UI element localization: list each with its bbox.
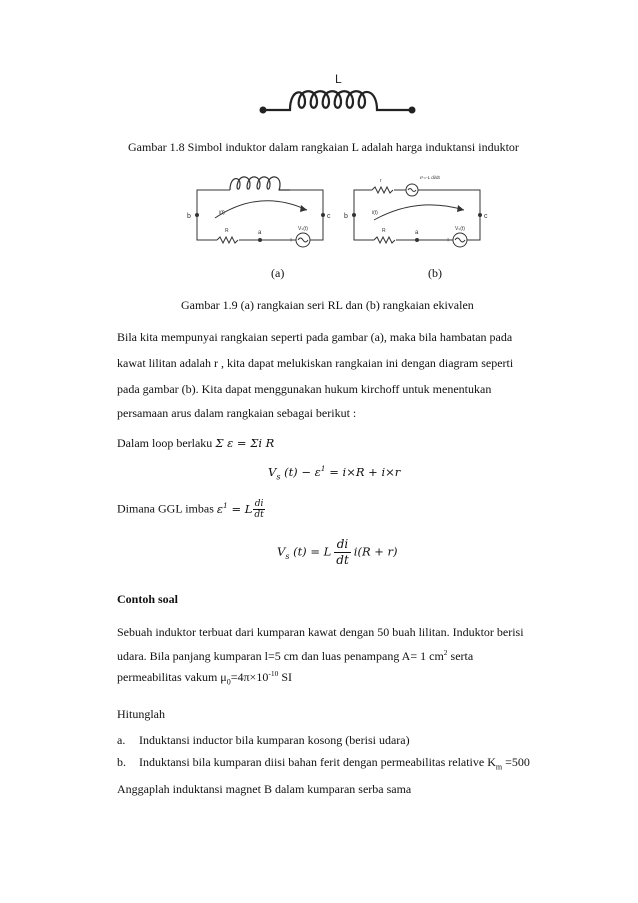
circuit-b-node-c: c <box>484 213 488 220</box>
circuit-a-node-c: c <box>327 213 331 220</box>
circuit-b-resistor-r: r <box>380 178 382 184</box>
circuit-b-node-b: b <box>344 213 348 220</box>
paragraph-line: pada gambar (b). Kita dapat menggunakan hukum kirchoff untuk menentukan <box>117 382 492 396</box>
circuit-b-plus: + <box>446 237 451 244</box>
paragraph-line: persamaan arus dalam rangkaian sebagai berikut : <box>117 406 357 420</box>
figure-1-9-label-b: (b) <box>428 266 442 280</box>
circuit-b-current: i(t) <box>372 210 378 216</box>
ggl-equation: $\varepsilon^1 = L$ $\frac{di}{dt}$ <box>216 499 264 520</box>
example-line: permeabilitas vakum $\mu_0=4\pi\times 10^{-10}$ SI <box>117 669 292 687</box>
circuit-a-plus: + <box>289 237 294 244</box>
inductor-symbol-figure <box>255 70 425 120</box>
circuit-a-minus: - <box>313 237 316 244</box>
circuit-b-source: Vₛ(t) <box>455 226 465 232</box>
circuit-b-resistor-R: R <box>382 228 386 234</box>
closing-line: Anggaplah induktansi magnet B dalam kumparan serba sama <box>117 782 412 796</box>
example-line: udara. Bila panjang kumparan l=5 cm dan luas penampang A= 1 $cm^2$ serta <box>117 648 474 663</box>
list-item: a. Induktansi inductor bila kumparan kosong (berisi udara) <box>117 733 410 747</box>
loop-equation: Σ ε = Σi R <box>215 436 275 450</box>
hitunglah: Hitunglah <box>117 707 165 721</box>
figure-1-9-caption: Gambar 1.9 (a) rangkaian seri RL dan (b) rangkaian ekivalen <box>181 298 474 312</box>
circuit-a-source: Vₛ(t) <box>298 226 308 232</box>
loop-statement <box>117 436 274 450</box>
circuit-b-minus: - <box>470 237 473 244</box>
equation-1: $V_s$ $(t) - \varepsilon^1 = i\times R + i\times r$ <box>268 464 401 482</box>
inductor-label: L <box>335 72 342 86</box>
equation-2: $V_s$ (t) = L $\frac{di}{dt}$ i(R + r) <box>277 537 398 567</box>
circuit-b-node-a: a <box>415 230 419 236</box>
ggl-statement <box>117 499 266 520</box>
circuit-a-node-b: b <box>187 213 191 220</box>
list-item: b. Induktansi bila kumparan diisi bahan ferit dengan permeabilitas relative $K_m =500$ <box>117 755 530 772</box>
circuit-b-diagram <box>342 168 492 250</box>
example-heading: Contoh soal <box>117 592 179 606</box>
figure-1-9-label-a: (a) <box>271 266 285 280</box>
paragraph-line: Bila kita mempunyai rangkaian seperti pada gambar (a), maka bila hambatan pada <box>117 330 513 344</box>
example-line: Sebuah induktor terbuat dari kumparan kawat dengan 50 buah lilitan. Induktor berisi <box>117 625 524 639</box>
circuit-a-current: i(t) <box>219 210 225 216</box>
figure-1-8-caption: Gambar 1.8 Simbol induktor dalam rangkaian L adalah harga induktansi induktor <box>128 140 519 154</box>
circuit-a-node-a: a <box>258 230 262 236</box>
ggl-text: Dimana GGL imbas <box>117 501 214 516</box>
circuit-a-resistor: R <box>225 228 229 234</box>
circuit-b-emf: ε¹=-L di/dt <box>420 175 440 180</box>
paragraph-line: kawat lilitan adalah r , kita dapat melukiskan rangkaian ini dengan diagram seperti <box>117 356 514 370</box>
loop-text: Dalam loop berlaku <box>117 436 213 450</box>
circuit-a-diagram <box>185 168 335 250</box>
